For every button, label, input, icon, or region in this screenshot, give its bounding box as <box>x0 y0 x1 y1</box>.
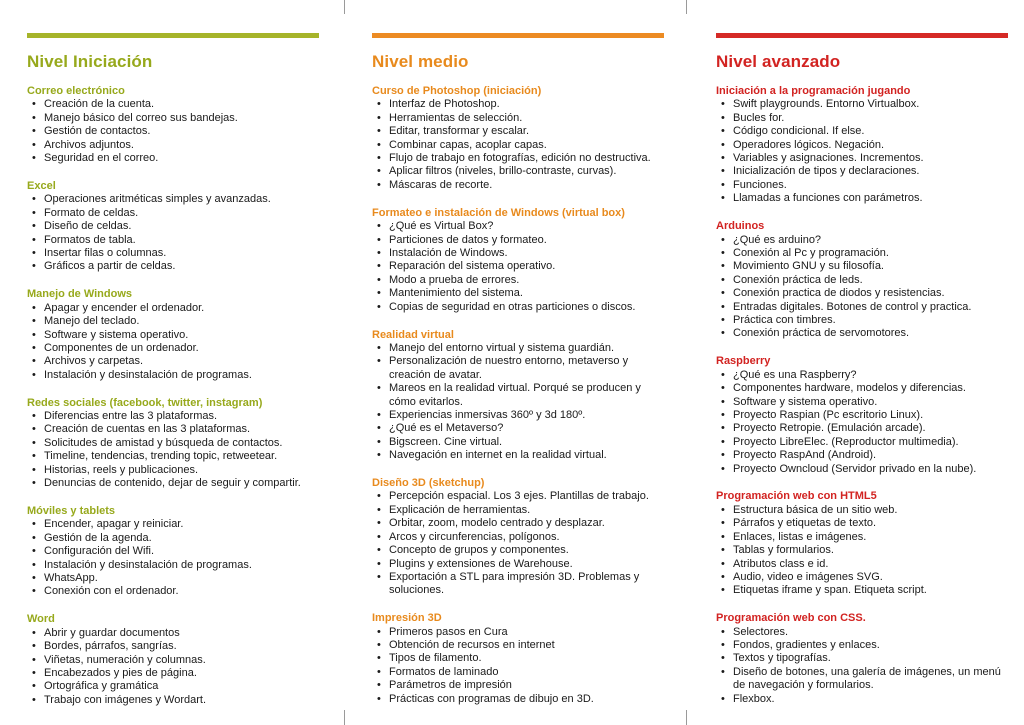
section-title: Programación web con HTML5 <box>716 490 877 503</box>
color-rule <box>27 33 319 38</box>
topic-list <box>372 626 664 706</box>
topic-list <box>372 490 664 597</box>
section-title: Manejo de Windows <box>27 288 133 301</box>
topic-item: • Entradas digitales. Botones de control y practica. <box>716 301 1008 314</box>
section-title: Correo electrónico <box>27 85 125 97</box>
section-title: Curso de Photoshop (iniciación) <box>372 85 542 97</box>
topic-list <box>716 504 1008 598</box>
topic-item: • Percepción espacial. Los 3 ejes. Plantillas de trabajo. <box>372 490 664 503</box>
topic-item: • Creación de la cuenta. <box>27 98 319 111</box>
course-section <box>27 180 319 274</box>
topic-item: • Diferencias entre las 3 plataformas. <box>27 410 319 423</box>
topic-item: • Bigscreen. Cine virtual. <box>372 436 664 449</box>
topic-item: • Instalación y desinstalación de programas. <box>27 559 319 572</box>
course-section <box>27 288 319 382</box>
column-nivel-avanzado <box>716 33 1008 721</box>
course-section <box>716 355 1008 476</box>
section-title: Formateo e instalación de Windows (virtual box) <box>372 206 625 219</box>
topic-item: • Software y sistema operativo. <box>27 329 319 342</box>
topic-item: • Proyecto LibreElec. (Reproductor multimedia). <box>716 436 1008 449</box>
topic-list <box>716 369 1008 476</box>
topic-item: • Audio, video e imágenes SVG. <box>716 571 1008 584</box>
topic-item: • Componentes hardware, modelos y diferencias. <box>716 382 1008 395</box>
course-section <box>372 612 664 706</box>
topic-item: • Funciones. <box>716 179 1008 192</box>
color-rule <box>716 33 1008 38</box>
topic-item: • Conexión con el ordenador. <box>27 585 319 598</box>
course-section <box>27 85 319 165</box>
topic-item: • Componentes de un ordenador. <box>27 342 319 355</box>
topic-item: • Proyecto Raspian (Pc escritorio Linux). <box>716 409 1008 422</box>
topic-item: • Personalización de nuestro entorno, metaverso y creación de avatar. <box>372 355 664 382</box>
topic-list <box>716 98 1008 205</box>
topic-item: • Solicitudes de amistad y búsqueda de contactos. <box>27 437 319 450</box>
topic-item: • Editar, transformar y escalar. <box>372 125 664 138</box>
topic-item: • Formato de celdas. <box>27 207 319 220</box>
section-title: Realidad virtual <box>372 328 454 341</box>
topic-list <box>27 98 319 165</box>
topic-item: • Formatos de laminado <box>372 666 664 679</box>
topic-item: • Instalación y desinstalación de programas. <box>27 369 319 382</box>
topic-list <box>27 410 319 490</box>
topic-item: • Párrafos y etiquetas de texto. <box>716 517 1008 530</box>
topic-item: • Llamadas a funciones con parámetros. <box>716 192 1008 205</box>
topic-item: • Manejo básico del correo sus bandejas. <box>27 112 319 125</box>
course-section <box>372 329 664 463</box>
topic-item: • Fondos, gradientes y enlaces. <box>716 639 1008 652</box>
topic-item: • Obtención de recursos en internet <box>372 639 664 652</box>
topic-item: • Configuración del Wifi. <box>27 545 319 558</box>
topic-item: • Apagar y encender el ordenador. <box>27 302 319 315</box>
topic-item: • Tablas y formularios. <box>716 544 1008 557</box>
topic-list <box>27 302 319 382</box>
course-section <box>27 397 319 491</box>
topic-item: • Viñetas, numeración y columnas. <box>27 654 319 667</box>
topic-item: • Insertar filas o columnas. <box>27 247 319 260</box>
section-title: Excel <box>27 179 56 192</box>
section-title: Móviles y tablets <box>27 504 116 517</box>
topic-item: • Archivos adjuntos. <box>27 139 319 152</box>
topic-item: • ¿Qué es Virtual Box? <box>372 220 664 233</box>
topic-item: • Encender, apagar y reiniciar. <box>27 518 319 531</box>
course-section <box>372 477 664 598</box>
topic-item: • Creación de cuentas en las 3 plataformas. <box>27 423 319 436</box>
topic-item: • ¿Qué es arduino? <box>716 234 1008 247</box>
topic-item: • Operaciones aritméticas simples y avanzadas. <box>27 193 319 206</box>
column-nivel-medio <box>372 33 664 721</box>
topic-item: • Mantenimiento del sistema. <box>372 287 664 300</box>
section-title: Raspberry <box>716 355 771 368</box>
topic-item: • Operadores lógicos. Negación. <box>716 139 1008 152</box>
section-title: Impresión 3D <box>372 612 442 625</box>
topic-item: • Experiencias inmersivas 360º y 3d 180º. <box>372 409 664 422</box>
topic-item: • Swift playgrounds. Entorno Virtualbox. <box>716 98 1008 111</box>
topic-item: • Trabajo con imágenes y Wordart. <box>27 694 319 707</box>
topic-item: • Enlaces, listas e imágenes. <box>716 531 1008 544</box>
topic-item: • Mareos en la realidad virtual. Porqué se producen y cómo evitarlos. <box>372 382 664 409</box>
topic-item: • Aplicar filtros (niveles, brillo-contraste, curvas). <box>372 165 664 178</box>
topic-item: • WhatsApp. <box>27 572 319 585</box>
topic-item: • Encabezados y pies de página. <box>27 667 319 680</box>
topic-item: • Flexbox. <box>716 693 1008 706</box>
course-section <box>716 490 1008 597</box>
topic-item: • Conexión práctica de leds. <box>716 274 1008 287</box>
course-section <box>716 85 1008 206</box>
topic-item: • Conexión al Pc y programación. <box>716 247 1008 260</box>
section-title: Iniciación a la programación jugando <box>716 85 911 97</box>
topic-item: • Archivos y carpetas. <box>27 355 319 368</box>
topic-item: • Particiones de datos y formateo. <box>372 234 664 247</box>
level-title: Nivel medio <box>372 52 469 71</box>
topic-item: • Explicación de herramientas. <box>372 504 664 517</box>
section-title: Programación web con CSS. <box>716 612 866 625</box>
topic-item: • Práctica con timbres. <box>716 314 1008 327</box>
topic-item: • Plugins y extensiones de Warehouse. <box>372 558 664 571</box>
topic-item: • Herramientas de selección. <box>372 112 664 125</box>
topic-item: • Reparación del sistema operativo. <box>372 260 664 273</box>
column-nivel-iniciacion <box>27 33 319 722</box>
section-title: Word <box>27 613 55 626</box>
topic-item: • Instalación de Windows. <box>372 247 664 260</box>
course-section <box>716 220 1008 341</box>
topic-item: • Seguridad en el correo. <box>27 152 319 165</box>
topic-list <box>716 626 1008 706</box>
topic-item: • Software y sistema operativo. <box>716 396 1008 409</box>
topic-item: • Proyecto Owncloud (Servidor privado en la nube). <box>716 463 1008 476</box>
topic-item: • Orbitar, zoom, modelo centrado y desplazar. <box>372 517 664 530</box>
topic-item: • Copias de seguridad en otras particiones o discos. <box>372 301 664 314</box>
topic-list <box>372 342 664 463</box>
topic-item: • Concepto de grupos y componentes. <box>372 544 664 557</box>
topic-item: • Máscaras de recorte. <box>372 179 664 192</box>
topic-item: • Interfaz de Photoshop. <box>372 98 664 111</box>
topic-item: • Diseño de celdas. <box>27 220 319 233</box>
topic-item: • Primeros pasos en Cura <box>372 626 664 639</box>
topic-item: • ¿Qué es el Metaverso? <box>372 422 664 435</box>
topic-list <box>716 234 1008 341</box>
topic-list <box>27 627 319 707</box>
topic-item: • ¿Qué es una Raspberry? <box>716 369 1008 382</box>
topic-list <box>372 98 664 192</box>
section-title: Arduinos <box>716 220 765 233</box>
section-title: Diseño 3D (sketchup) <box>372 477 485 490</box>
topic-item: • Atributos class e id. <box>716 558 1008 571</box>
topic-item: • Movimiento GNU y su filosofía. <box>716 260 1008 273</box>
topic-item: • Ortográfica y gramática <box>27 680 319 693</box>
topic-item: • Proyecto RaspAnd (Android). <box>716 449 1008 462</box>
topic-item: • Manejo del entorno virtual y sistema guardián. <box>372 342 664 355</box>
course-section <box>716 612 1008 706</box>
topic-item: • Manejo del teclado. <box>27 315 319 328</box>
topic-item: • Gráficos a partir de celdas. <box>27 260 319 273</box>
topic-item: • Denuncias de contenido, dejar de seguir y compartir. <box>27 477 319 490</box>
topic-item: • Conexión practica de diodos y resistencias. <box>716 287 1008 300</box>
topic-item: • Historias, reels y publicaciones. <box>27 464 319 477</box>
topic-item: • Bucles for. <box>716 112 1008 125</box>
topic-item: • Selectores. <box>716 626 1008 639</box>
course-section <box>372 207 664 314</box>
course-section <box>27 613 319 707</box>
level-title: Nivel Iniciación <box>27 52 153 71</box>
topic-item: • Textos y tipografías. <box>716 652 1008 665</box>
topic-item: • Formatos de tabla. <box>27 234 319 247</box>
topic-item: • Conexión práctica de servomotores. <box>716 327 1008 340</box>
topic-item: • Navegación en internet en la realidad virtual. <box>372 449 664 462</box>
topic-item: • Timeline, tendencias, trending topic, retweetear. <box>27 450 319 463</box>
topic-list <box>372 220 664 314</box>
topic-item: • Gestión de contactos. <box>27 125 319 138</box>
topic-item: • Código condicional. If else. <box>716 125 1008 138</box>
topic-item: • Etiquetas iframe y span. Etiqueta script. <box>716 584 1008 597</box>
topic-item: • Arcos y circunferencias, polígonos. <box>372 531 664 544</box>
topic-item: • Variables y asignaciones. Incrementos. <box>716 152 1008 165</box>
topic-item: • Bordes, párrafos, sangrías. <box>27 640 319 653</box>
topic-item: • Abrir y guardar documentos <box>27 627 319 640</box>
topic-item: • Modo a prueba de errores. <box>372 274 664 287</box>
section-title: Redes sociales (facebook, twitter, instagram) <box>27 396 263 409</box>
topic-item: • Proyecto Retropie. (Emulación arcade). <box>716 422 1008 435</box>
topic-item: • Diseño de botones, una galería de imágenes, un menú de navegación y formularios. <box>716 666 1008 693</box>
course-section <box>372 85 664 192</box>
topic-item: • Estructura básica de un sitio web. <box>716 504 1008 517</box>
topic-item: • Tipos de filamento. <box>372 652 664 665</box>
topic-item: • Exportación a STL para impresión 3D. Problemas y soluciones. <box>372 571 664 598</box>
topic-list <box>27 518 319 598</box>
topic-item: • Inicialización de tipos y declaraciones. <box>716 165 1008 178</box>
color-rule <box>372 33 664 38</box>
topic-item: • Flujo de trabajo en fotografías, edición no destructiva. <box>372 152 664 165</box>
level-title: Nivel avanzado <box>716 52 841 71</box>
course-section <box>27 505 319 599</box>
topic-item: • Parámetros de impresión <box>372 679 664 692</box>
topic-item: • Prácticas con programas de dibujo en 3D. <box>372 693 664 706</box>
topic-item: • Gestión de la agenda. <box>27 532 319 545</box>
topic-item: • Combinar capas, acoplar capas. <box>372 139 664 152</box>
topic-list <box>27 193 319 273</box>
